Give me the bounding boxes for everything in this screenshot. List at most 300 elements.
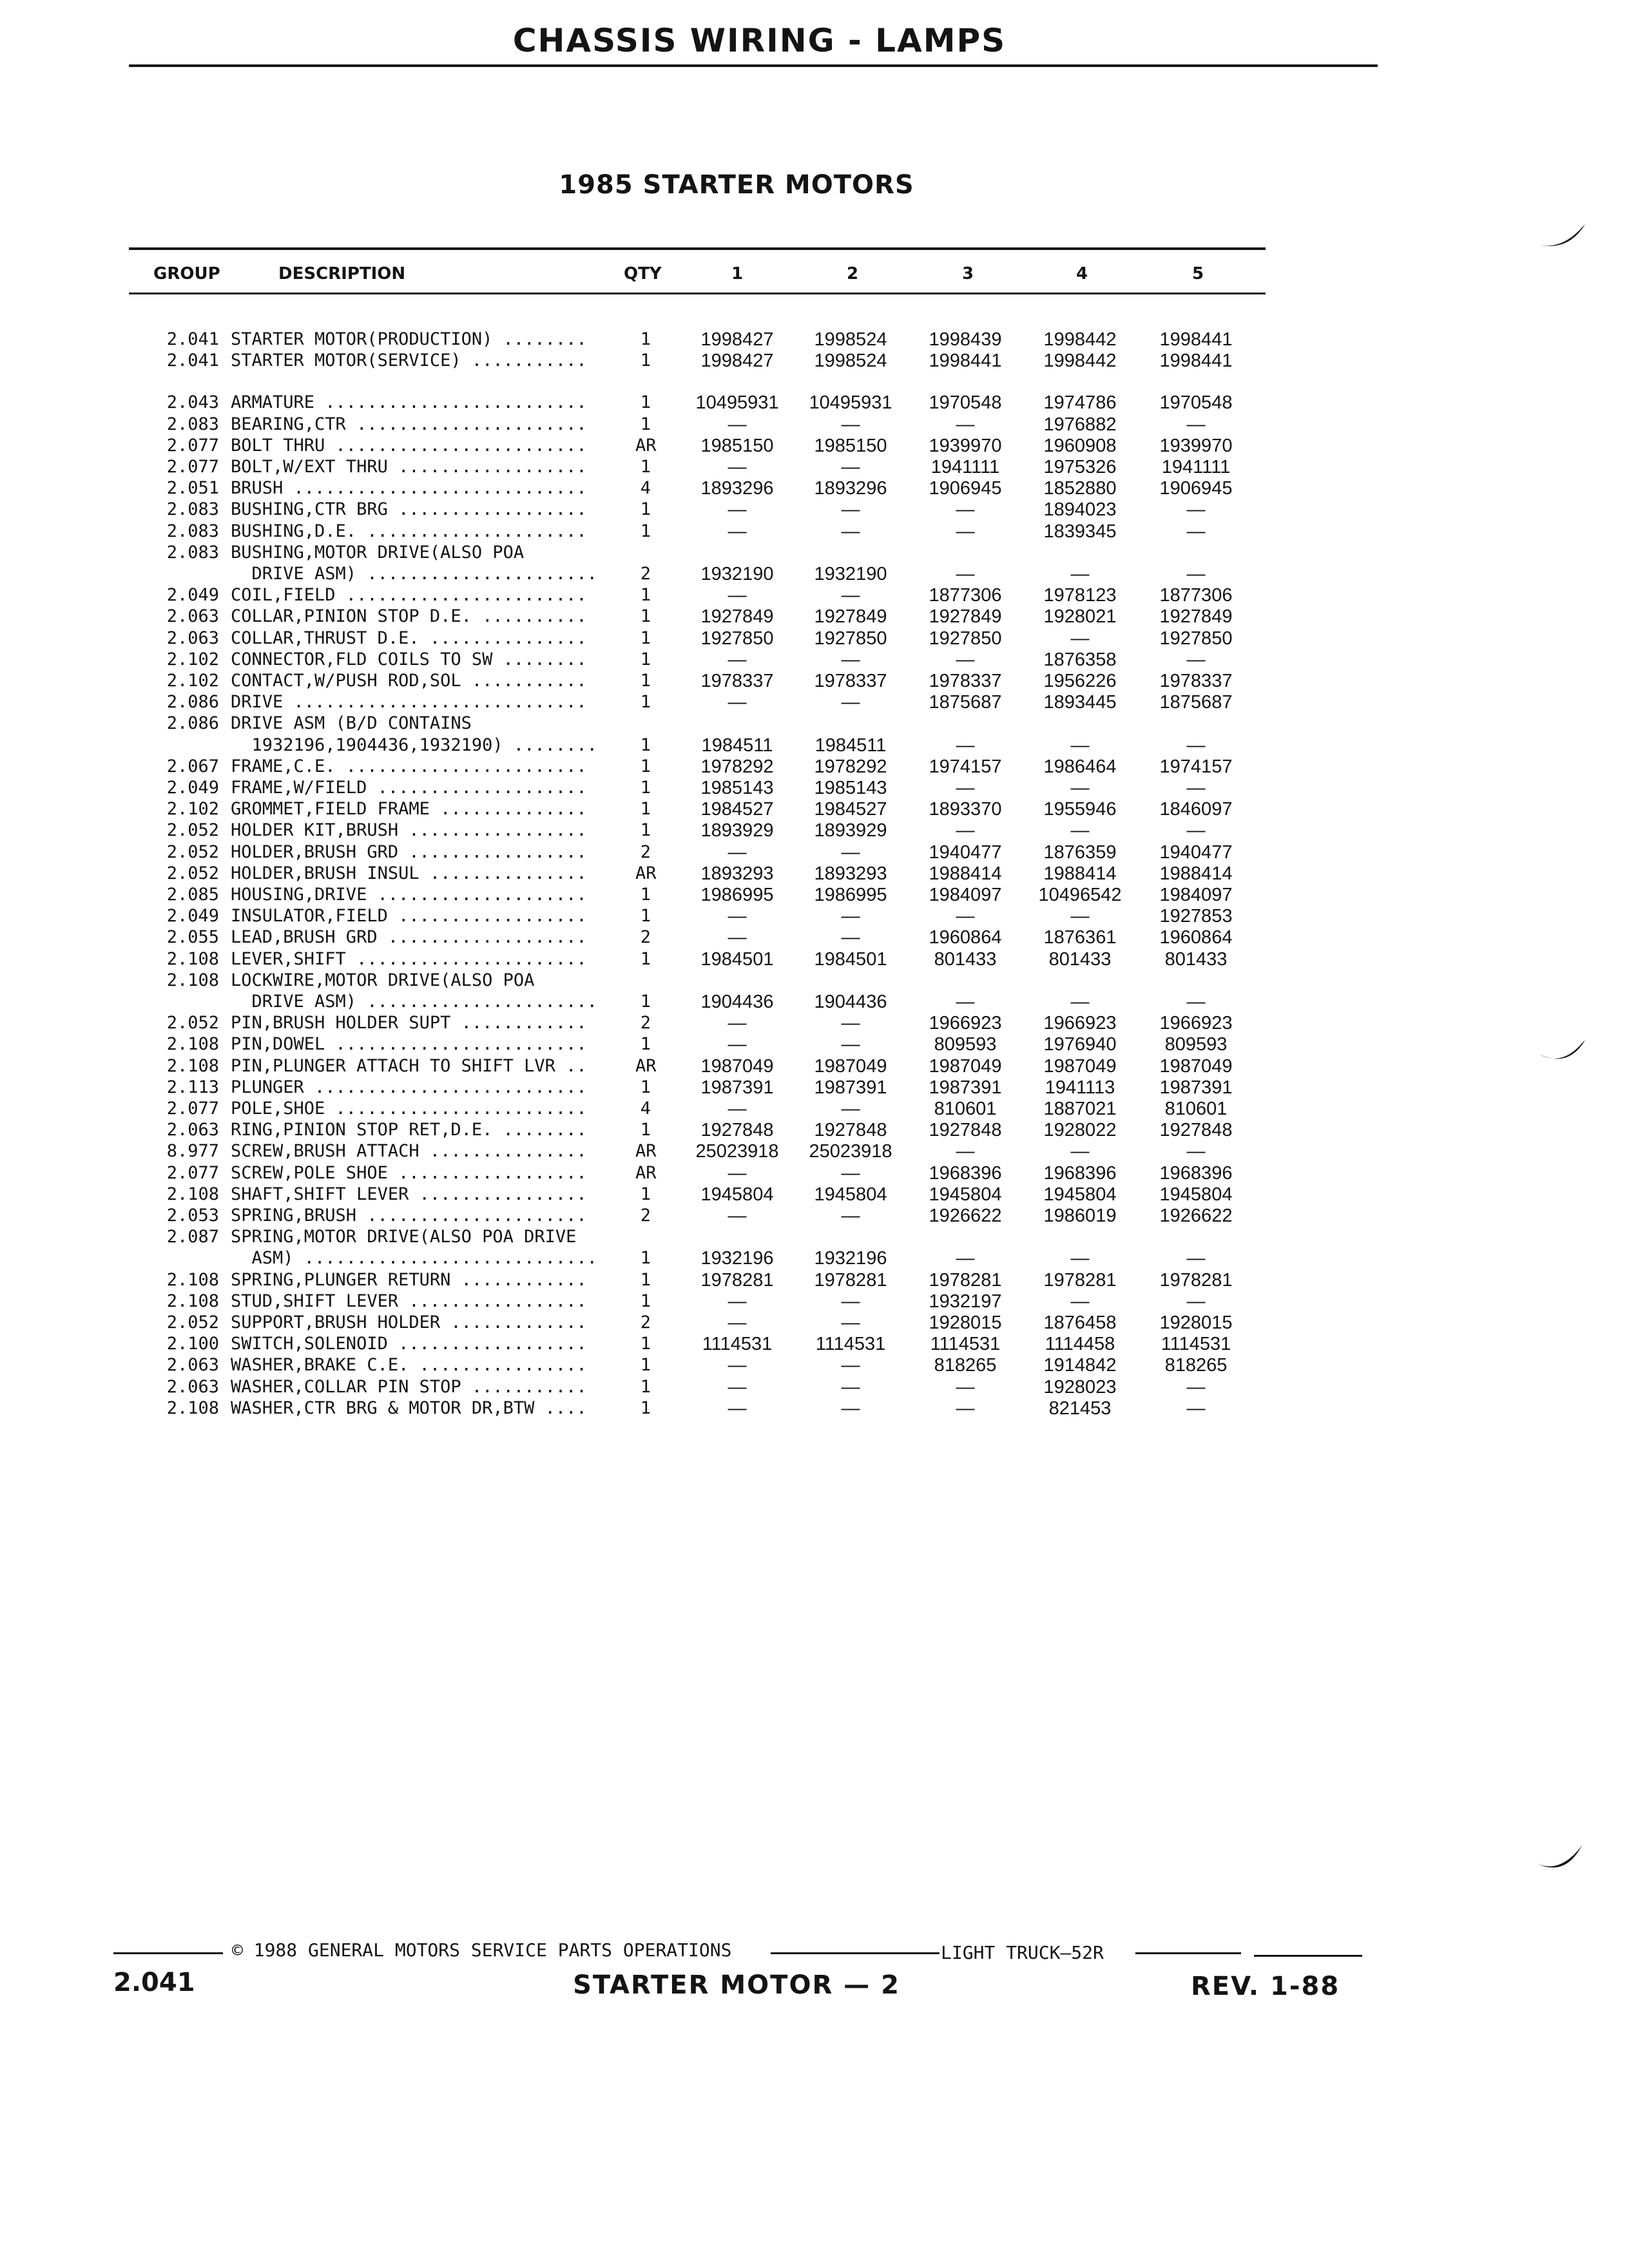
part-number-cell-3: — bbox=[956, 564, 975, 584]
part-number-cell-1: — bbox=[728, 927, 747, 948]
part-number-cell-4: 1114458 bbox=[1045, 1334, 1115, 1355]
part-number-cell-3: 1998439 bbox=[929, 329, 1002, 350]
table-row bbox=[0, 392, 1629, 414]
description-cell: BUSHING,D.E. ..................... bbox=[231, 521, 587, 541]
part-number-cell-4: 1986464 bbox=[1043, 756, 1117, 777]
part-number-cell-4: 1955946 bbox=[1043, 799, 1117, 820]
description-cell: 1932196,1904436,1932190) ........ bbox=[231, 735, 597, 755]
part-number-cell-1: 1945804 bbox=[700, 1184, 774, 1205]
table-row bbox=[0, 756, 1629, 778]
part-number-cell-5: 818265 bbox=[1164, 1355, 1228, 1376]
table-row bbox=[0, 798, 1629, 820]
part-number-cell-1: 1998427 bbox=[700, 329, 774, 350]
part-number-cell-4: 1941113 bbox=[1045, 1077, 1115, 1098]
part-number-cell-3: 1928015 bbox=[929, 1312, 1002, 1333]
part-number-cell-4: 821453 bbox=[1048, 1398, 1112, 1419]
table-title: 1985 STARTER MOTORS bbox=[559, 170, 914, 200]
part-number-cell-1: 1927848 bbox=[700, 1120, 774, 1141]
group-cell: 2.063 bbox=[166, 1120, 219, 1140]
part-number-cell-2: — bbox=[841, 1398, 860, 1419]
part-number-cell-5: — bbox=[1186, 1398, 1206, 1419]
qty-cell: 1 bbox=[640, 992, 651, 1012]
part-number-cell-1: — bbox=[728, 1162, 747, 1184]
description-cell: SWITCH,SOLENOID .................. bbox=[231, 1334, 587, 1354]
group-cell: 2.102 bbox=[166, 649, 219, 669]
part-number-cell-4: 10496542 bbox=[1038, 885, 1122, 905]
table-row bbox=[0, 1055, 1629, 1077]
part-number-cell-5: 1114531 bbox=[1161, 1334, 1231, 1355]
qty-cell: 1 bbox=[640, 392, 651, 413]
part-number-cell-4: 1976882 bbox=[1043, 414, 1117, 435]
group-cell: 2.052 bbox=[166, 863, 219, 883]
part-number-cell-1: 1987049 bbox=[700, 1055, 774, 1077]
table-row bbox=[0, 820, 1629, 841]
part-number-cell-4: — bbox=[1070, 628, 1090, 649]
qty-cell: 1 bbox=[640, 735, 651, 755]
part-number-cell-1: 1978337 bbox=[700, 671, 774, 691]
part-number-cell-3: — bbox=[956, 778, 975, 798]
table-row bbox=[0, 948, 1629, 970]
part-number-cell-5: 810601 bbox=[1164, 1099, 1228, 1119]
group-cell: 2.067 bbox=[166, 756, 219, 776]
description-cell: WASHER,CTR BRG & MOTOR DR,BTW .... bbox=[231, 1398, 587, 1418]
group-cell: 2.108 bbox=[166, 1184, 219, 1204]
part-number-cell-4: 1839345 bbox=[1043, 521, 1117, 542]
table-row bbox=[0, 991, 1629, 1013]
description-cell: PLUNGER .......................... bbox=[231, 1077, 587, 1097]
part-number-cell-4: 1998442 bbox=[1043, 351, 1117, 372]
part-number-cell-2: 25023918 bbox=[809, 1141, 892, 1162]
part-number-cell-3: 1939970 bbox=[929, 435, 1002, 456]
part-number-cell-5: — bbox=[1186, 735, 1206, 756]
part-number-cell-1: 1114531 bbox=[702, 1334, 773, 1355]
table-row bbox=[0, 1291, 1629, 1312]
part-number-cell-1: 1984527 bbox=[700, 799, 774, 820]
part-number-cell-1: 1927849 bbox=[700, 606, 774, 628]
part-number-cell-3: 810601 bbox=[934, 1099, 997, 1119]
description-cell: BEARING,CTR ...................... bbox=[231, 414, 587, 434]
description-cell: HOLDER,BRUSH INSUL ............... bbox=[231, 863, 587, 883]
description-cell: SPRING,PLUNGER RETURN ............ bbox=[231, 1269, 587, 1290]
part-number-cell-4: 1852880 bbox=[1043, 478, 1117, 499]
part-number-cell-1: 1985150 bbox=[700, 435, 774, 456]
part-number-cell-5: — bbox=[1186, 564, 1206, 584]
part-number-cell-4: 1876361 bbox=[1043, 927, 1117, 948]
group-cell: 2.063 bbox=[166, 1376, 219, 1397]
table-row bbox=[0, 1033, 1629, 1055]
part-number-cell-2: — bbox=[841, 414, 860, 435]
column-header-description: DESCRIPTION bbox=[278, 264, 406, 284]
part-number-cell-3: 1987391 bbox=[929, 1077, 1002, 1098]
table-row bbox=[0, 329, 1629, 351]
part-number-cell-1: — bbox=[728, 499, 747, 521]
footer-rule-right bbox=[1135, 1952, 1241, 1954]
page-title: CHASSIS WIRING - LAMPS bbox=[512, 22, 1007, 59]
part-number-cell-2: — bbox=[841, 457, 860, 477]
qty-cell: 1 bbox=[640, 1398, 651, 1418]
qty-cell: 1 bbox=[640, 885, 651, 905]
part-number-cell-2: 1945804 bbox=[814, 1184, 887, 1205]
part-number-cell-1: — bbox=[728, 1291, 747, 1312]
part-number-cell-1: 1984501 bbox=[700, 948, 774, 970]
part-number-cell-5: 1970548 bbox=[1159, 392, 1233, 414]
qty-cell: 1 bbox=[640, 1077, 651, 1097]
description-cell: HOLDER KIT,BRUSH ................. bbox=[231, 820, 587, 841]
qty-cell: 1 bbox=[640, 628, 651, 648]
part-number-cell-4: — bbox=[1070, 1141, 1090, 1162]
part-number-cell-5: 1974157 bbox=[1159, 756, 1233, 777]
part-number-cell-2: 1978337 bbox=[814, 671, 887, 691]
description-cell: SCREW,BRUSH ATTACH ............... bbox=[231, 1141, 587, 1162]
table-row bbox=[0, 863, 1629, 885]
qty-cell: 1 bbox=[640, 1269, 651, 1290]
description-cell: BUSHING,MOTOR DRIVE(ALSO POA bbox=[231, 542, 525, 562]
qty-cell: AR bbox=[635, 435, 657, 456]
part-number-cell-5: 1988414 bbox=[1159, 863, 1233, 884]
part-number-cell-4: — bbox=[1070, 820, 1090, 841]
description-cell: SHAFT,SHIFT LEVER ................ bbox=[231, 1184, 587, 1204]
part-number-cell-5: — bbox=[1186, 649, 1206, 670]
group-cell: 2.041 bbox=[166, 351, 219, 371]
part-number-cell-4: 1998442 bbox=[1043, 329, 1117, 350]
part-number-cell-2: — bbox=[841, 927, 860, 948]
table-row bbox=[0, 1205, 1629, 1227]
part-number-cell-1: 10495931 bbox=[695, 392, 779, 414]
table-row bbox=[0, 1140, 1629, 1162]
group-cell: 2.077 bbox=[166, 1162, 219, 1183]
part-number-cell-5: 1940477 bbox=[1159, 841, 1233, 863]
qty-cell: 1 bbox=[640, 1291, 651, 1311]
group-cell: 2.100 bbox=[166, 1334, 219, 1354]
copyright-notice: © 1988 GENERAL MOTORS SERVICE PARTS OPERATIONS bbox=[232, 1939, 732, 1961]
part-number-cell-4: 1928021 bbox=[1043, 606, 1117, 628]
group-cell: 2.083 bbox=[166, 499, 219, 520]
part-number-cell-3: — bbox=[956, 1248, 975, 1269]
binder-hole-mark-top bbox=[1536, 213, 1588, 251]
part-number-cell-3: — bbox=[956, 820, 975, 841]
group-cell: 2.041 bbox=[166, 329, 219, 349]
qty-cell: 2 bbox=[640, 1013, 651, 1033]
description-cell: FRAME,C.E. ....................... bbox=[231, 756, 587, 776]
part-number-cell-1: — bbox=[728, 841, 747, 863]
part-number-cell-3: 1978281 bbox=[929, 1269, 1002, 1291]
qty-cell: 1 bbox=[640, 499, 651, 520]
part-number-cell-2: — bbox=[841, 585, 860, 606]
qty-cell: 1 bbox=[640, 649, 651, 669]
table-row bbox=[0, 1376, 1629, 1398]
table-row bbox=[0, 1312, 1629, 1334]
qty-cell: 1 bbox=[640, 1120, 651, 1140]
group-cell: 2.053 bbox=[166, 1206, 219, 1225]
column-header-4: 4 bbox=[1076, 264, 1088, 284]
column-header-group: GROUP bbox=[153, 264, 220, 284]
part-number-cell-4: — bbox=[1070, 906, 1090, 927]
table-row bbox=[0, 691, 1629, 713]
group-cell: 2.108 bbox=[166, 1055, 219, 1076]
part-number-cell-3: 1966923 bbox=[929, 1013, 1002, 1034]
table-row bbox=[0, 435, 1629, 457]
part-number-cell-2: 1927849 bbox=[814, 606, 887, 628]
group-cell: 2.052 bbox=[166, 820, 219, 841]
description-cell: DRIVE ............................ bbox=[231, 692, 587, 713]
qty-cell: 2 bbox=[640, 564, 651, 584]
part-number-cell-5: 1998441 bbox=[1159, 329, 1233, 350]
group-cell: 2.086 bbox=[166, 713, 219, 734]
table-row bbox=[0, 970, 1629, 992]
part-number-cell-4: 1968396 bbox=[1043, 1162, 1117, 1184]
description-cell: FRAME,W/FIELD .................... bbox=[231, 778, 587, 798]
part-number-cell-3: — bbox=[956, 414, 975, 435]
table-row bbox=[0, 477, 1629, 499]
part-number-cell-4: 1887021 bbox=[1043, 1099, 1117, 1119]
part-number-cell-3: 1927848 bbox=[929, 1120, 1002, 1141]
part-number-cell-1: — bbox=[728, 1398, 747, 1419]
description-cell: PIN,DOWEL ........................ bbox=[231, 1034, 587, 1055]
description-cell: PIN,BRUSH HOLDER SUPT ............ bbox=[231, 1013, 587, 1033]
part-number-cell-5: 1984097 bbox=[1159, 885, 1233, 905]
table-row bbox=[0, 777, 1629, 799]
qty-cell: 1 bbox=[640, 414, 651, 434]
part-number-cell-5: 1875687 bbox=[1159, 692, 1233, 713]
description-cell: SUPPORT,BRUSH HOLDER ............. bbox=[231, 1312, 587, 1332]
part-number-cell-5: — bbox=[1186, 820, 1206, 841]
part-number-cell-3: 1932197 bbox=[929, 1291, 1002, 1312]
description-cell: LOCKWIRE,MOTOR DRIVE(ALSO POA bbox=[231, 970, 535, 990]
part-number-cell-1: — bbox=[728, 1355, 747, 1376]
part-number-cell-3: 1984097 bbox=[929, 885, 1002, 905]
binder-hole-mark-middle bbox=[1536, 1035, 1588, 1073]
table-row bbox=[0, 1098, 1629, 1120]
table-row bbox=[0, 927, 1629, 948]
description-cell: CONNECTOR,FLD COILS TO SW ........ bbox=[231, 649, 587, 669]
group-cell: 2.077 bbox=[166, 457, 219, 477]
part-number-cell-5: 1846097 bbox=[1159, 799, 1233, 820]
part-number-cell-5: — bbox=[1186, 1248, 1206, 1269]
qty-cell: 1 bbox=[640, 521, 651, 541]
part-number-cell-4: 1956226 bbox=[1043, 671, 1117, 691]
part-number-cell-3: — bbox=[956, 992, 975, 1012]
table-row bbox=[0, 606, 1629, 628]
column-header-5: 5 bbox=[1192, 264, 1204, 284]
part-number-cell-5: — bbox=[1186, 1141, 1206, 1162]
qty-cell: 1 bbox=[640, 351, 651, 371]
group-cell: 2.108 bbox=[166, 1269, 219, 1290]
part-number-cell-2: 1927850 bbox=[814, 628, 887, 649]
qty-cell: 2 bbox=[640, 927, 651, 948]
qty-cell: 1 bbox=[640, 1034, 651, 1055]
group-cell: 2.063 bbox=[166, 606, 219, 627]
qty-cell: AR bbox=[635, 1055, 657, 1076]
description-cell: STUD,SHIFT LEVER ................. bbox=[231, 1291, 587, 1311]
part-number-cell-2: — bbox=[841, 1013, 860, 1034]
part-number-cell-2: — bbox=[841, 1355, 860, 1376]
part-number-cell-2: 1998524 bbox=[814, 351, 887, 372]
group-cell: 2.086 bbox=[166, 692, 219, 713]
table-row bbox=[0, 649, 1629, 671]
part-number-cell-3: 1974157 bbox=[929, 756, 1002, 777]
part-number-cell-3: 1927850 bbox=[929, 628, 1002, 649]
part-number-cell-3: 1940477 bbox=[929, 841, 1002, 863]
qty-cell: 4 bbox=[640, 1099, 651, 1119]
qty-cell: 1 bbox=[640, 1334, 651, 1354]
part-number-cell-3: 1987049 bbox=[929, 1055, 1002, 1077]
part-number-cell-4: — bbox=[1070, 1291, 1090, 1312]
part-number-cell-2: — bbox=[841, 1376, 860, 1398]
part-number-cell-3: 1998441 bbox=[929, 351, 1002, 372]
footer-rule-middle bbox=[771, 1952, 940, 1954]
description-cell: INSULATOR,FIELD .................. bbox=[231, 906, 587, 927]
part-number-cell-4: 1978281 bbox=[1043, 1269, 1117, 1291]
part-number-cell-2: 1987391 bbox=[814, 1077, 887, 1098]
qty-cell: 1 bbox=[640, 778, 651, 798]
part-number-cell-3: — bbox=[956, 906, 975, 927]
part-number-cell-3: 1978337 bbox=[929, 671, 1002, 691]
description-cell: STARTER MOTOR(PRODUCTION) ........ bbox=[231, 329, 587, 349]
description-cell: SCREW,POLE SHOE .................. bbox=[231, 1162, 587, 1183]
description-cell: DRIVE ASM) ...................... bbox=[231, 564, 597, 584]
part-number-cell-3: 801433 bbox=[934, 948, 997, 970]
part-number-cell-1: 1985143 bbox=[700, 778, 774, 798]
group-cell: 2.052 bbox=[166, 1013, 219, 1033]
table-row bbox=[0, 1012, 1629, 1034]
table-row bbox=[0, 905, 1629, 927]
group-cell: 2.051 bbox=[166, 478, 219, 499]
part-number-cell-1: — bbox=[728, 906, 747, 927]
part-number-cell-1: 25023918 bbox=[695, 1141, 779, 1162]
part-number-cell-3: 1988414 bbox=[929, 863, 1002, 884]
description-cell: ASM) ............................ bbox=[231, 1248, 597, 1269]
description-cell: POLE,SHOE ........................ bbox=[231, 1099, 587, 1119]
part-number-cell-1: 1932190 bbox=[700, 564, 774, 584]
table-row bbox=[0, 456, 1629, 478]
part-number-cell-1: 1932196 bbox=[700, 1248, 774, 1269]
part-number-cell-1: — bbox=[728, 1013, 747, 1034]
part-number-cell-2: 1987049 bbox=[814, 1055, 887, 1077]
table-row bbox=[0, 499, 1629, 521]
part-number-cell-4: 1988414 bbox=[1043, 863, 1117, 884]
part-number-cell-4: 1960908 bbox=[1043, 435, 1117, 456]
qty-cell: 1 bbox=[640, 671, 651, 691]
part-number-cell-4: — bbox=[1070, 1248, 1090, 1269]
group-cell: 2.049 bbox=[166, 585, 219, 606]
qty-cell: AR bbox=[635, 863, 657, 883]
part-number-cell-5: 1927848 bbox=[1159, 1120, 1233, 1141]
qty-cell: 2 bbox=[640, 1312, 651, 1332]
part-number-cell-1: 1927850 bbox=[700, 628, 774, 649]
qty-cell: 1 bbox=[640, 329, 651, 349]
part-number-cell-2: — bbox=[841, 692, 860, 713]
table-row bbox=[0, 735, 1629, 756]
table-row bbox=[0, 884, 1629, 906]
qty-cell: 1 bbox=[640, 585, 651, 606]
part-number-cell-2: — bbox=[841, 1162, 860, 1184]
binder-hole-mark-bottom bbox=[1534, 1840, 1585, 1879]
part-number-cell-3: 1960864 bbox=[929, 927, 1002, 948]
part-number-cell-5: 1968396 bbox=[1159, 1162, 1233, 1184]
description-cell: SPRING,MOTOR DRIVE(ALSO POA DRIVE bbox=[231, 1227, 577, 1247]
part-number-cell-5: 1927853 bbox=[1159, 906, 1233, 927]
table-row bbox=[0, 1247, 1629, 1269]
group-cell: 2.077 bbox=[166, 435, 219, 456]
part-number-cell-4: 1876359 bbox=[1043, 841, 1117, 863]
part-number-cell-5: 1906945 bbox=[1159, 478, 1233, 499]
group-cell: 2.043 bbox=[166, 392, 219, 413]
part-number-cell-2: 1985150 bbox=[814, 435, 887, 456]
description-cell: WASHER,COLLAR PIN STOP ........... bbox=[231, 1376, 587, 1397]
description-cell: ARMATURE ......................... bbox=[231, 392, 587, 413]
description-cell: LEVER,SHIFT ...................... bbox=[231, 948, 587, 969]
column-header-1: 1 bbox=[731, 264, 744, 284]
part-number-cell-2: 1984527 bbox=[814, 799, 887, 820]
table-row bbox=[0, 1333, 1629, 1355]
part-number-cell-5: 1927850 bbox=[1159, 628, 1233, 649]
description-cell: DRIVE ASM (B/D CONTAINS bbox=[231, 713, 472, 734]
table-row bbox=[0, 542, 1629, 564]
group-cell: 2.049 bbox=[166, 778, 219, 798]
description-cell: CONTACT,W/PUSH ROD,SOL ........... bbox=[231, 671, 587, 691]
part-number-cell-5: 1939970 bbox=[1159, 435, 1233, 456]
part-number-cell-5: 1987391 bbox=[1159, 1077, 1233, 1098]
part-number-cell-3: — bbox=[956, 1398, 975, 1419]
part-number-cell-4: 1914842 bbox=[1043, 1355, 1117, 1376]
group-cell: 2.108 bbox=[166, 970, 219, 990]
part-number-cell-2: 1932190 bbox=[814, 564, 887, 584]
table-row bbox=[0, 841, 1629, 863]
column-header-3: 3 bbox=[962, 264, 974, 284]
part-number-cell-2: 1932196 bbox=[814, 1248, 887, 1269]
part-number-cell-2: — bbox=[841, 521, 860, 542]
part-number-cell-5: 1966923 bbox=[1159, 1013, 1233, 1034]
part-number-cell-5: — bbox=[1186, 499, 1206, 521]
qty-cell: AR bbox=[635, 1141, 657, 1162]
part-number-cell-3: — bbox=[956, 649, 975, 670]
group-cell: 2.108 bbox=[166, 1398, 219, 1418]
group-cell: 2.077 bbox=[166, 1099, 219, 1119]
part-number-cell-1: 1987391 bbox=[700, 1077, 774, 1098]
part-number-cell-1: — bbox=[728, 585, 747, 606]
series-label: LIGHT TRUCK—52R bbox=[941, 1942, 1104, 1963]
description-cell: WASHER,BRAKE C.E. ................ bbox=[231, 1355, 587, 1376]
part-number-cell-2: — bbox=[841, 1312, 860, 1333]
part-number-cell-2: — bbox=[841, 841, 860, 863]
part-number-cell-3: 1945804 bbox=[929, 1184, 1002, 1205]
part-number-cell-3: 1114531 bbox=[930, 1334, 1001, 1355]
group-cell: 2.063 bbox=[166, 628, 219, 648]
part-number-cell-1: 1986995 bbox=[700, 885, 774, 905]
part-number-cell-5: — bbox=[1186, 1376, 1206, 1398]
table-row bbox=[0, 628, 1629, 649]
table-row bbox=[0, 1398, 1629, 1419]
part-number-cell-4: — bbox=[1070, 992, 1090, 1012]
part-number-cell-3: 1877306 bbox=[929, 585, 1002, 606]
group-cell: 2.108 bbox=[166, 1034, 219, 1055]
part-number-cell-2: 1978292 bbox=[814, 756, 887, 777]
part-number-cell-4: — bbox=[1070, 735, 1090, 756]
part-number-cell-1: 1998427 bbox=[700, 351, 774, 372]
table-row bbox=[0, 584, 1629, 606]
group-cell: 2.087 bbox=[166, 1227, 219, 1247]
description-cell: COIL,FIELD ....................... bbox=[231, 585, 587, 606]
part-number-cell-1: — bbox=[728, 1206, 747, 1226]
part-number-cell-5: 1998441 bbox=[1159, 351, 1233, 372]
qty-cell: 1 bbox=[640, 1184, 651, 1204]
description-cell: GROMMET,FIELD FRAME .............. bbox=[231, 799, 587, 820]
description-cell: RING,PINION STOP RET,D.E. ........ bbox=[231, 1120, 587, 1140]
part-number-cell-3: 1941111 bbox=[930, 457, 1000, 477]
description-cell: HOLDER,BRUSH GRD ................. bbox=[231, 841, 587, 862]
table-row bbox=[0, 521, 1629, 543]
qty-cell: 1 bbox=[640, 756, 651, 776]
